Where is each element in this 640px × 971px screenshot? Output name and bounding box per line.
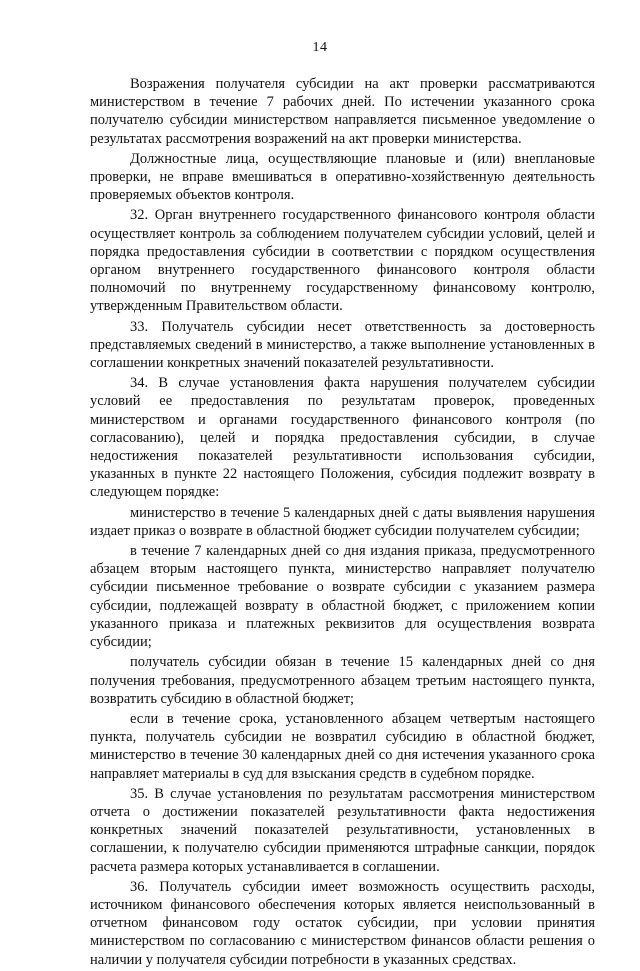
paragraph-35: 35. В случае установления по результатам рассмотрения министерством отчета о достижении показателей результативности факта недостижения конкретных значений показателей результативности, установленных в соглашении, к получателю субсидии применяются штрафные санкции, порядок расчета размера которых устанавливается в соглашении. bbox=[90, 785, 595, 875]
paragraph-34: 34. В случае установления факта нарушения получателем субсидии условий ее предоставления по результатам проверок, проведенных министерством и органами государственного финансового контроля (по согласованию), целей и порядка предоставления субсидии, в случае недостижения показателей результативности использования субсидии, указанных в пункте 22 настоящего Положения, субсидия подлежит возврату в следующем порядке: bbox=[90, 375, 595, 501]
paragraph-officials: Должностные лица, осуществляющие плановые и (или) внеплановые проверки, не вправе вмешиваться в оперативно-хозяйственную деятельность проверяемых объектов контроля. bbox=[90, 150, 595, 204]
document-body bbox=[90, 75, 595, 971]
paragraph-34-step-3: получатель субсидии обязан в течение 15 календарных дней со дня получения требования, предусмотренного абзацем третьим настоящего пункта, возвратить субсидию в областной бюджет; bbox=[90, 654, 595, 707]
paragraph-34-step-2: в течение 7 календарных дней со дня издания приказа, предусмотренного абзацем вторым настоящего пункта, министерство направляет получателю субсидии письменное требование о возврате субсидии с указанием размера субсидии, подлежащей возврату в областной бюджет, с приложением копии указанного приказа и платежных реквизитов для осуществления возврата субсидии; bbox=[90, 543, 595, 651]
paragraph-34-step-4: если в течение срока, установленного абзацем четвертым настоящего пункта, получатель субсидии не возвратил субсидию в областной бюджет, министерство в течение 30 календарных дней со дня истечения указанного срока направляет материалы в суд для взыскания средств в судебном порядке. bbox=[90, 710, 595, 782]
paragraph-36: 36. Получатель субсидии имеет возможность осуществить расходы, источником финансового обеспечения которых является неиспользованный в отчетном финансовом году остаток субсидии, при условии принятия министерством по согласованию с министерством финансов области решения о наличии у получателя субсидии потребности в указанных средствах. bbox=[90, 878, 595, 968]
paragraph-33: 33. Получатель субсидии несет ответственность за достоверность представляемых сведений в министерство, а также выполнение установленных в соглашении конкретных значений показателей результативности. bbox=[90, 318, 595, 372]
paragraph-32: 32. Орган внутреннего государственного финансового контроля области осуществляет контроль за соблюдением получателем субсидии условий, целей и порядка предоставления субсидии в соответствии с порядком осуществления органом внутреннего государственного финансового контроля области полномочий по внутреннему государственному финансовому контролю, утвержденным Правительством области. bbox=[90, 207, 595, 315]
page-number: 14 bbox=[312, 40, 328, 55]
paragraph-objections: Возражения получателя субсидии на акт проверки рассматриваются министерством в течение 7 рабочих дней. По истечении указанного срока получателю субсидии министерством направляется письменное уведомление о результатах рассмотрения возражений на акт проверки министерства. bbox=[90, 76, 595, 147]
paragraph-34-step-1: министерство в течение 5 календарных дней с даты выявления нарушения издает приказ о возврате в областной бюджет субсидии получателем субсидии; bbox=[90, 504, 595, 539]
